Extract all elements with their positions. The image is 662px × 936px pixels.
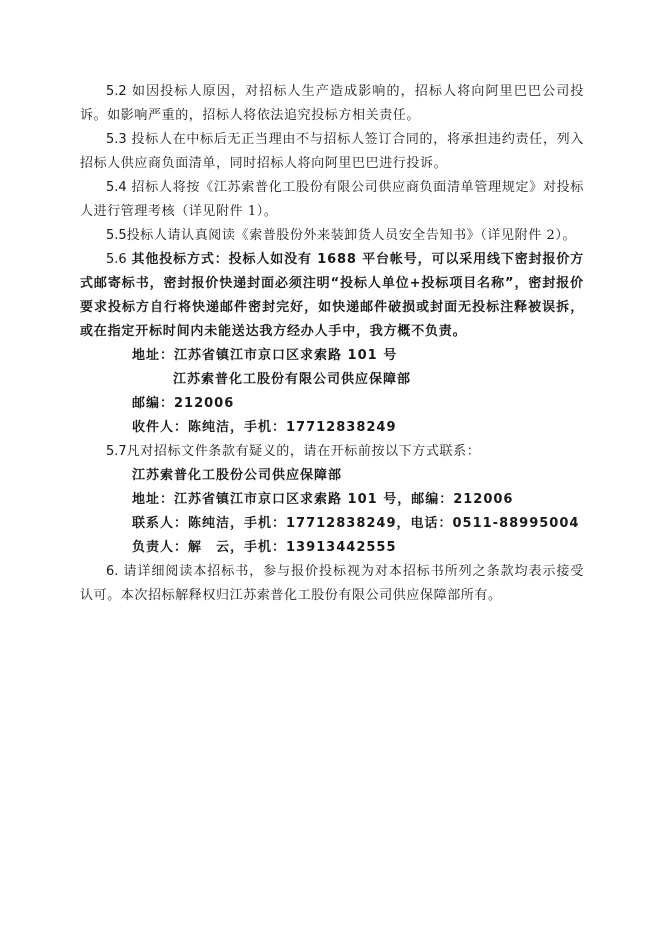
clause-text: 请详细阅读本招标书，参与报价投标视为对本招标书所列之条款均表示接受认可。本次招标解释权归江苏索普化工股份有限公司供应保障部所有。 — [80, 564, 584, 603]
clause-5-7 — [80, 440, 584, 464]
clause-number: 5.7 — [106, 444, 127, 459]
clause-5-3 — [80, 128, 584, 176]
clause-5-4 — [80, 176, 584, 224]
clause-5-2 — [80, 80, 584, 128]
clause-5-6 — [80, 248, 584, 344]
clause-text: 其他投标方式：投标人如没有 1688 平台帐号，可以采用线下密封报价方式邮寄标书，密封报价快递封面必须注明“投标人单位+投标项目名称”，密封报价要求投标方自行将快递邮件密封完好，如快递邮件破损或封面无投标注释被误拆，或在指定开标时间内未能送达我方经办人手中，我方概不负责。 — [80, 252, 585, 339]
clause-number: 5.6 — [106, 252, 127, 267]
contact-block — [80, 464, 584, 560]
mailing-address-line1: 地址：江苏省镇江市京口区求索路 101 号 — [132, 348, 398, 363]
clause-text: 凡对招标文件条款有疑义的，请在开标前按以下方式联系： — [126, 444, 481, 459]
contact-address: 地址：江苏省镇江市京口区求索路 101 号，邮编：212006 — [132, 492, 514, 507]
contact-company: 江苏索普化工股份公司供应保障部 — [132, 468, 343, 483]
clause-text: 如因投标人原因，对招标人生产造成影响的，招标人将向阿里巴巴公司投诉。如影响严重的，招标人将依法追究投标方相关责任。 — [80, 84, 585, 123]
clause-number: 5.2 — [106, 84, 127, 99]
clause-number: 6. — [106, 564, 119, 579]
mailing-address-block — [80, 344, 584, 440]
clause-number: 5.3 — [106, 132, 127, 147]
clause-number: 5.4 — [106, 180, 127, 195]
mailing-postcode: 邮编：212006 — [132, 396, 235, 411]
clause-text: 投标人在中标后无正当理由不与招标人签订合同的，将承担违约责任，列入招标人供应商负面清单，同时招标人将向阿里巴巴进行投诉。 — [80, 132, 584, 171]
clause-text: 招标人将按《江苏索普化工股份有限公司供应商负面清单管理规定》对投标人进行管理考核（详见附件 1）。 — [80, 180, 584, 219]
clause-5-5 — [80, 224, 584, 248]
clause-number: 5.5 — [106, 228, 127, 243]
contact-liaison: 联系人：陈纯洁，手机：17712838249，电话：0511-88995004 — [132, 516, 580, 531]
document-page — [80, 80, 584, 608]
contact-manager: 负责人：解 云，手机：13913442555 — [132, 540, 397, 555]
clause-text: 投标人请认真阅读《索普股份外来装卸货人员安全告知书》（详见附件 2）。 — [126, 228, 577, 243]
clause-6 — [80, 560, 584, 608]
mailing-recipient: 收件人：陈纯洁，手机：17712838249 — [132, 420, 397, 435]
mailing-address-line2: 江苏索普化工股份有限公司供应保障部 — [173, 372, 412, 387]
